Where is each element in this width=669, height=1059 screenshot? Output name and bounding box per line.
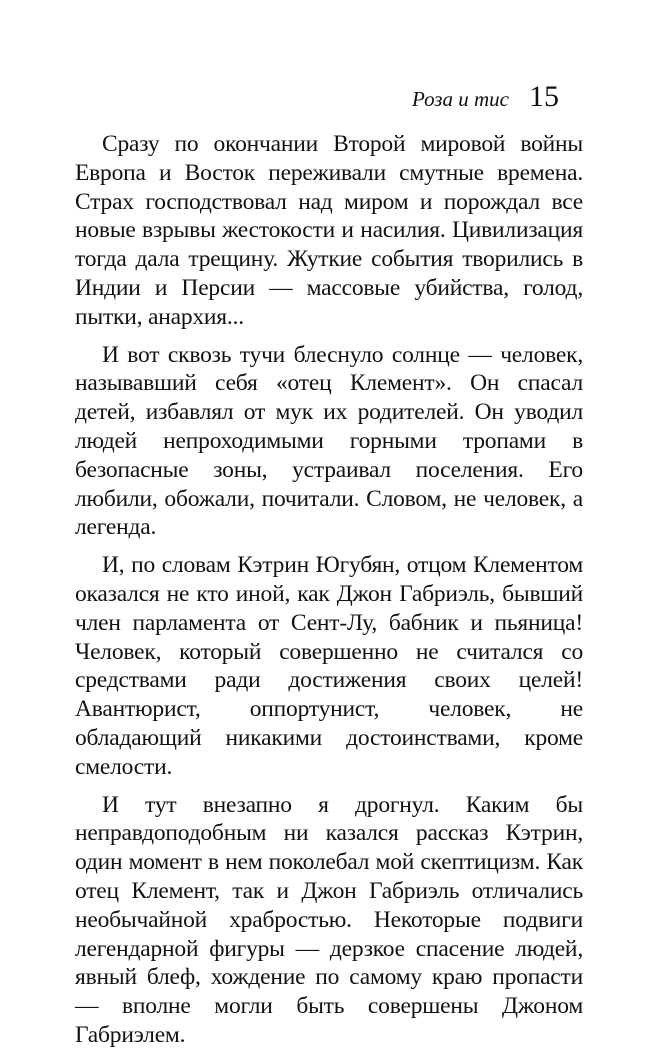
paragraph: Сразу по окончании Второй мировой войны Европа и Восток переживали смутные времена. Страх господствовал над миром и порождал все новые взрывы жестокости и насилия. Цивилизация тогда дала трещину. Жуткие события творились в Индии и Персии — массовые убийства, голод, пытки, анархия... (75, 131, 583, 330)
paragraph: И вот сквозь тучи блеснуло солнце — человек, называвший себя «отец Клемент». Он спасал детей, избавлял от мук их родителей. Он уводил людей непроходимыми горными тропами в безопасные зоны, устраивал поселения. Его любили, обожали, почитали. Словом, не человек, а легенда. (75, 341, 583, 541)
paragraph: И тут внезапно я дрогнул. Каким бы неправдоподобным ни казался рассказ Кэтрин, один момент в нем поколебал мой скептицизм. Как отец Клемент, так и Джон Габриэль отличались необычайной храбростью. Некоторые подвиги легендарной фигуры — дерзкое спасение людей, явный блеф, хождение по самому краю пропасти — вполне могли быть совершены Джоном Габриэлем. (75, 791, 583, 1048)
page-number: 15 (529, 80, 559, 113)
page-header (412, 80, 559, 114)
running-title: Роза и тис (412, 87, 509, 111)
paragraph: И, по словам Кэтрин Югубян, отцом Клементом оказался не кто иной, как Джон Габриэль, бывший член парламента от Сент-Лу, бабник и пьяница! Человек, который совершенно не считался со средствами ради достижения своих целей! Авантюрист, оппортунист, человек, не обладающий никакими достоинствами, кроме смелости. (75, 552, 583, 780)
body-text (75, 130, 583, 1059)
